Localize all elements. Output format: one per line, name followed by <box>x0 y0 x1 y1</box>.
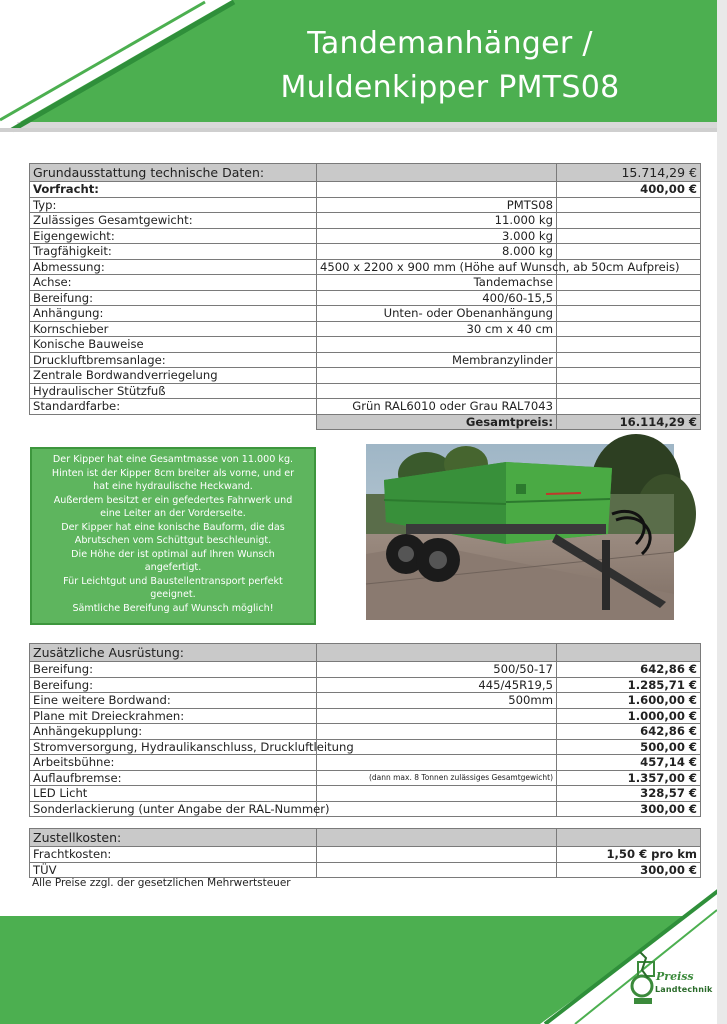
spec-row <box>30 368 701 384</box>
trailer-photo <box>366 444 674 620</box>
extra-label: Anhängekupplung: <box>30 724 317 740</box>
spec-label: Konische Bauweise <box>30 337 317 353</box>
extra-value: 500mm <box>317 693 557 709</box>
spec-value <box>317 337 557 353</box>
spec-label: Tragfähigkeit: <box>30 244 317 260</box>
description-line: Die Höhe der ist optimal auf Ihren Wunsch <box>71 548 275 560</box>
description-line: Der Kipper hat eine konische Bauform, die das <box>61 521 285 533</box>
total-price: 16.114,29 € <box>557 414 701 430</box>
extra-label: Eine weitere Bordwand: <box>30 693 317 709</box>
spec-value: 30 cm x 40 cm <box>317 321 557 337</box>
spec-label: Typ: <box>30 197 317 213</box>
spec-label: Anhängung: <box>30 306 317 322</box>
extra-row <box>30 662 701 678</box>
delivery-label: Frachtkosten: <box>30 847 317 863</box>
extra-row <box>30 708 701 724</box>
extra-value <box>317 708 557 724</box>
delivery-row <box>30 847 701 863</box>
extras-table <box>29 643 701 817</box>
basic-spec-table <box>29 163 701 430</box>
spec-row <box>30 352 701 368</box>
footer-banner <box>0 880 727 1024</box>
spec-value: PMTS08 <box>317 197 557 213</box>
extra-label: Stromversorgung, Hydraulikanschluss, Druckluftleitung <box>30 739 317 755</box>
spec-value: 4500 x 2200 x 900 mm (Höhe auf Wunsch, ab 50cm Aufpreis) <box>317 259 557 275</box>
title-line-1: Tandemanhänger / <box>307 26 593 61</box>
extra-label: Bereifung: <box>30 662 317 678</box>
extra-row <box>30 786 701 802</box>
delivery-price: 300,00 € <box>557 862 701 878</box>
freight-label: Vorfracht: <box>30 182 317 198</box>
spec-label: Kornschieber <box>30 321 317 337</box>
spec-value: 400/60-15,5 <box>317 290 557 306</box>
spec-row <box>30 197 701 213</box>
spec-row <box>30 259 701 275</box>
spec-row <box>30 213 701 229</box>
spec-row <box>30 306 701 322</box>
spec-label: Druckluftbremsanlage: <box>30 352 317 368</box>
spec-row <box>30 337 701 353</box>
delivery-header-row <box>30 829 701 847</box>
spec-value <box>317 368 557 384</box>
delivery-header-label: Zustellkosten: <box>30 829 317 847</box>
basic-header-row <box>30 164 701 182</box>
extra-row <box>30 801 701 817</box>
extra-price: 1.000,00 € <box>557 708 701 724</box>
extra-value <box>317 786 557 802</box>
extra-label: LED Licht <box>30 786 317 802</box>
spec-label: Eigengewicht: <box>30 228 317 244</box>
extra-label: Auflaufbremse: <box>30 770 317 786</box>
extra-label: Sonderlackierung (unter Angabe der RAL-Nummer) <box>30 801 317 817</box>
extra-price: 500,00 € <box>557 739 701 755</box>
total-label: Gesamtpreis: <box>317 414 557 430</box>
description-line: Sämtliche Bereifung auf Wunsch möglich! <box>72 602 274 614</box>
extra-row <box>30 693 701 709</box>
extra-price: 642,86 € <box>557 724 701 740</box>
extra-value <box>317 801 557 817</box>
spec-value: Membranzylinder <box>317 352 557 368</box>
extras-header-row <box>30 644 701 662</box>
extra-label: Plane mit Dreieckrahmen: <box>30 708 317 724</box>
spec-row <box>30 321 701 337</box>
extra-row <box>30 677 701 693</box>
spec-label: Hydraulischer Stützfuß <box>30 383 317 399</box>
extra-price: 1.357,00 € <box>557 770 701 786</box>
delivery-label: TÜV <box>30 862 317 878</box>
extra-price: 300,00 € <box>557 801 701 817</box>
delivery-table <box>29 828 701 878</box>
description-box <box>30 447 316 625</box>
logo-text-preiss: Preiss <box>656 970 694 983</box>
spec-value: 11.000 kg <box>317 213 557 229</box>
extra-label: Bereifung: <box>30 677 317 693</box>
basic-header-label: Grundausstattung technische Daten: <box>30 164 317 182</box>
spec-row <box>30 228 701 244</box>
logo-text-landtechnik: Landtechnik <box>655 985 713 994</box>
description-line: Für Leichtgut und Baustellentransport perfekt <box>63 575 283 587</box>
extra-row <box>30 739 701 755</box>
spec-label: Zentrale Bordwandverriegelung <box>30 368 317 384</box>
extra-price: 457,14 € <box>557 755 701 771</box>
description-line: Außerdem besitzt er ein gefedertes Fahrwerk und <box>53 494 293 506</box>
extra-label: Arbeitsbühne: <box>30 755 317 771</box>
spec-value: Grün RAL6010 oder Grau RAL7043 <box>317 399 557 415</box>
delivery-row <box>30 862 701 878</box>
extra-price: 328,57 € <box>557 786 701 802</box>
extra-price: 642,86 € <box>557 662 701 678</box>
spec-row <box>30 383 701 399</box>
spec-row <box>30 290 701 306</box>
spec-label: Achse: <box>30 275 317 291</box>
description-line: eine Leiter an der Vorderseite. <box>100 508 246 519</box>
extra-value <box>317 755 557 771</box>
spec-value: 3.000 kg <box>317 228 557 244</box>
spec-row <box>30 399 701 415</box>
description-line: geeignet. <box>150 589 196 600</box>
spec-label: Zulässiges Gesamtgewicht: <box>30 213 317 229</box>
spec-value: Unten- oder Obenanhängung <box>317 306 557 322</box>
basic-header-price: 15.714,29 € <box>557 164 701 182</box>
spec-label: Standardfarbe: <box>30 399 317 415</box>
spec-row <box>30 275 701 291</box>
freight-row <box>30 182 701 198</box>
extra-row <box>30 755 701 771</box>
description-line: Hinten ist der Kipper 8cm breiter als vorne, und er <box>51 467 295 479</box>
description-line: Abrutschen vom Schüttgut beschleunigt. <box>74 535 272 546</box>
total-row <box>30 414 701 430</box>
freight-price: 400,00 € <box>557 182 701 198</box>
extra-value: 500/50-17 <box>317 662 557 678</box>
spec-value <box>317 383 557 399</box>
spec-row <box>30 244 701 260</box>
extra-price: 1.600,00 € <box>557 693 701 709</box>
title-line-2: Muldenkipper PMTS08 <box>280 70 620 105</box>
extra-row <box>30 770 701 786</box>
extra-value: (dann max. 8 Tonnen zulässiges Gesamtgewicht) <box>317 770 557 786</box>
spec-value: Tandemachse <box>317 275 557 291</box>
vat-note: Alle Preise zzgl. der gesetzlichen Mehrwertsteuer <box>32 877 291 889</box>
spec-label: Bereifung: <box>30 290 317 306</box>
description-line: hat eine hydraulische Heckwand. <box>93 481 253 492</box>
extras-header-label: Zusätzliche Ausrüstung: <box>30 644 317 662</box>
page-edge <box>717 0 727 1024</box>
extra-price: 1.285,71 € <box>557 677 701 693</box>
spec-value: 8.000 kg <box>317 244 557 260</box>
extra-value <box>317 724 557 740</box>
extra-value: 445/45R19,5 <box>317 677 557 693</box>
description-line: angefertigt. <box>144 562 202 573</box>
page-title <box>180 22 720 110</box>
spec-label: Abmessung: <box>30 259 317 275</box>
delivery-price: 1,50 € pro km <box>557 847 701 863</box>
description-line: Der Kipper hat eine Gesamtmasse von 11.000 kg. <box>52 454 294 465</box>
extra-row <box>30 724 701 740</box>
